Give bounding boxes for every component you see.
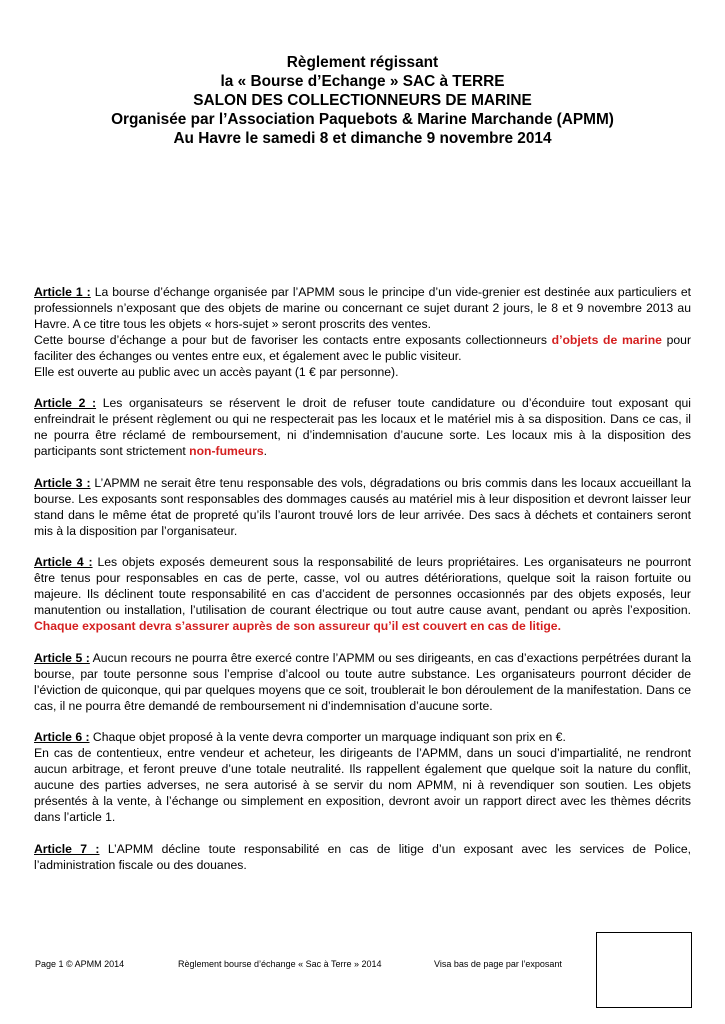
article-1 bbox=[34, 285, 691, 380]
title-line-4: Organisée par l’Association Paquebots & Marine Marchande (APMM) bbox=[111, 111, 614, 128]
article-1-para-2-end: pour faciliter des échanges ou ventes entre eux, et également avec le public visiteur. bbox=[34, 332, 692, 363]
footer-document-name: Règlement bourse d’échange « Sac à Terre » 2014 bbox=[178, 959, 382, 969]
article-7-label: Article 7 : bbox=[34, 841, 100, 856]
article-1-label: Article 1 : bbox=[34, 285, 91, 299]
article-4-highlight: Chaque exposant devra s’assurer auprès de son assureur qu’il est couvert en cas de litige. bbox=[34, 618, 561, 633]
article-4 bbox=[34, 555, 691, 635]
article-6 bbox=[34, 730, 691, 825]
article-4-text: Les objets exposés demeurent sous la responsabilité de leurs propriétaires. Les organisateurs ne pourront être tenus pour responsables en cas de perte, casse, vol ou autres détériorations, quelque soit la raison fortuite ou majeure. Ils déclinent toute responsabilité en cas d’accident de personnes occasionnés par des objets exposés, leur manutention ou installation, l’utilisation de courant électrique ou tout autre cause avant, pendant ou après l’exposition. bbox=[34, 555, 691, 618]
article-5-label: Article 5 : bbox=[34, 650, 90, 665]
article-6-para-2: En cas de contentieux, entre vendeur et acheteur, les dirigeants de l’APMM, dans un souci d’impartialité, ne rendront aucun arbitrage, et feront preuve d’une totale neutralité. Ils rappellent également que quelque soit la nature du conflit, aucune des parties adverses, ne sera autorisé à se servir du nom APMM, ni à revendiquer son soutien. Les objets présentés à la vente, à l’échange ou simplement en exposition, devront avoir un rapport direct avec les thèmes décrits dans l’article 1. bbox=[34, 746, 691, 824]
document-title bbox=[40, 53, 685, 148]
footer-visa-label: Visa bas de page par l’exposant bbox=[434, 959, 562, 969]
article-7-text: L’APMM décline toute responsabilité en cas de litige d’un exposant avec les services de Police, l’administration fiscale ou des douanes. bbox=[34, 841, 692, 872]
article-3-label: Article 3 : bbox=[34, 475, 91, 490]
article-1-highlight: d’objets de marine bbox=[551, 332, 662, 347]
article-1-para-3: Elle est ouverte au public avec un accès payant (1 € par personne). bbox=[34, 364, 399, 379]
article-1-text: La bourse d’échange organisée par l’APMM sous le principe d’un vide-grenier est destinée aux particuliers et professionnels n’exposant que des objets de marine ou concernant ce sujet durant 2 jours, le 8 et 9 novembre 2013 au Havre. A ce titre tous les objets « hors-sujet » seront proscrits des ventes. bbox=[34, 285, 691, 331]
articles-body bbox=[34, 285, 691, 889]
article-7 bbox=[34, 842, 691, 874]
footer-page-number: Page 1 © APMM 2014 bbox=[35, 959, 125, 969]
title-line-1: Règlement régissant bbox=[286, 54, 439, 71]
article-3-text: L’APMM ne serait être tenu responsable des vols, dégradations ou bris commis dans les locaux accueillant la bourse. Les exposants sont responsables des dommages causés au matériel mis à leur disposition et devront laisser leur stand dans le même état de propreté qu’ils l’auront trouvé lors de leur arrivée. Des sacs à déchets et containers seront mis à la disposition par l’organisateur. bbox=[34, 475, 691, 538]
title-line-2: la « Bourse d’Echange » SAC à TERRE bbox=[220, 73, 505, 90]
article-3 bbox=[34, 476, 691, 540]
article-2-highlight: non-fumeurs bbox=[189, 444, 264, 459]
article-5-text: Aucun recours ne pourra être exercé contre l’APMM ou ses dirigeants, en cas d’exactions perpétrées durant la bourse, par toute personne sous l’emprise d’alcool ou toute autre substance. Les organisateurs pourront décider de l’éviction de quiconque, qui par quelques moyens que ce soit, troublerait le bon déroulement de la manifestation. Dans ce cas, il ne pourra être demandé de remboursement ni d’indemnisation d’aucune sorte. bbox=[34, 650, 692, 713]
visa-signature-box bbox=[596, 932, 692, 1008]
article-6-para-1 bbox=[34, 730, 691, 746]
title-line-3: SALON DES COLLECTIONNEURS DE MARINE bbox=[193, 92, 532, 109]
article-1-para-2-start: Cette bourse d’échange a pour but de favoriser les contacts entre exposants collectionneurs bbox=[34, 332, 552, 347]
article-6-label: Article 6 : bbox=[34, 730, 90, 745]
article-2 bbox=[34, 396, 691, 460]
article-2-text: Les organisateurs se réservent le droit de refuser toute candidature ou d’éconduire tout exposant qui enfreindrait le présent règlement ou qui ne respecterait pas les locaux et le matériel mis à sa disposition. Dans ce cas, il ne pourra être réclamé de remboursement, ni d’indemnisation d’aucune sorte. Les locaux mis à la disposition des participants sont strictement bbox=[34, 396, 691, 459]
article-2-end: . bbox=[263, 444, 267, 459]
title-line-5: Au Havre le samedi 8 et dimanche 9 novembre 2014 bbox=[173, 130, 552, 147]
article-2-label: Article 2 : bbox=[34, 396, 97, 411]
article-1-para-1 bbox=[34, 285, 691, 333]
article-1-para-2 bbox=[34, 333, 691, 365]
article-5 bbox=[34, 651, 691, 715]
article-6-text: Chaque objet proposé à la vente devra comporter un marquage indiquant son prix en €. bbox=[89, 730, 566, 745]
article-4-label: Article 4 : bbox=[34, 555, 93, 570]
